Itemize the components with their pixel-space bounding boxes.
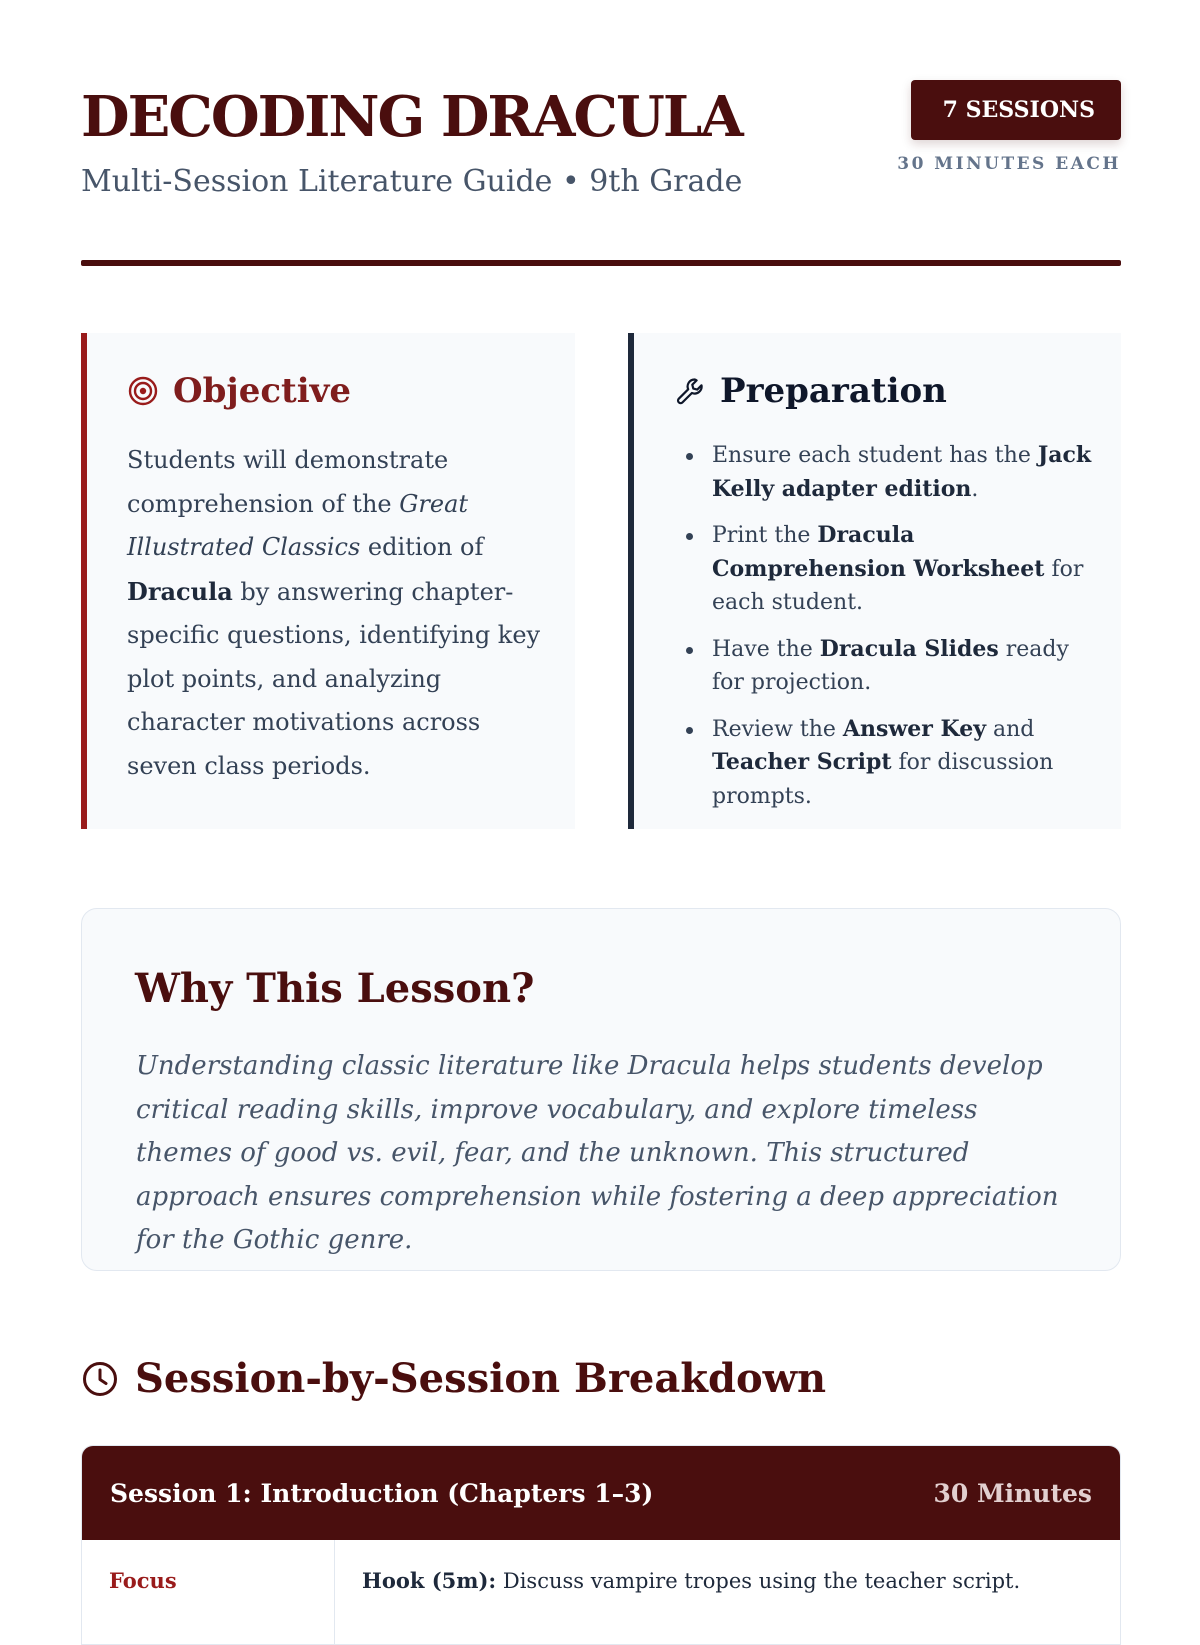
list-item: Ensure each student has the Jack Kelly adapter edition. [682,439,1092,506]
preparation-list [682,439,1092,826]
preparation-card [628,333,1121,829]
page-title: DECODING DRACULA [81,84,742,150]
objective-title: Objective [173,371,352,411]
sessions-duration-note: 30 MINUTES EACH [897,154,1121,174]
preparation-title: Preparation [720,371,947,411]
page-subtitle: Multi-Session Literature Guide • 9th Grade [81,164,743,199]
why-title: Why This Lesson? [135,965,535,1012]
why-text: Understanding classic literature like Dracula helps students develop critical reading skills, improve vocabulary, and explore timeless themes of good vs. evil, fear, and the unknown. This structured approach ensures comprehension while fostering a deep appreciation for the Gothic genre. [136,1051,1059,1255]
page-header [81,80,1121,268]
preparation-heading [674,371,947,411]
row-value: Hook (5m): Discuss vampire tropes using the teacher script. [362,1568,1021,1593]
objective-text: Students will demonstrate comprehension of the Great Illustrated Classics edition of Dracula by answering chapter-specific questions, identifying key plot points, and analyzing character motivations across seven class periods. [127,446,541,780]
objective-heading [127,371,351,411]
row-label: Focus [82,1540,335,1645]
session-card [81,1445,1121,1645]
breakdown-heading [81,1355,826,1402]
session-header [82,1446,1120,1540]
list-item: Print the Dracula Comprehension Worksheet for each student. [682,519,1092,620]
table-row [82,1540,1120,1645]
why-this-lesson-panel [81,908,1121,1271]
clock-icon [81,1360,119,1398]
session-duration: 30 Minutes [933,1478,1092,1508]
session-name: Session 1: Introduction (Chapters 1–3) [110,1478,654,1508]
breakdown-title: Session-by-Session Breakdown [135,1355,827,1402]
header-divider [81,260,1121,266]
sessions-badge: 7 SESSIONS [911,80,1121,140]
list-item: Have the Dracula Slides ready for projection. [682,633,1092,700]
list-item: Review the Answer Key and Teacher Script for discussion prompts. [682,713,1092,814]
objective-card [81,333,575,829]
wrench-icon [674,375,706,407]
target-icon [127,375,159,407]
